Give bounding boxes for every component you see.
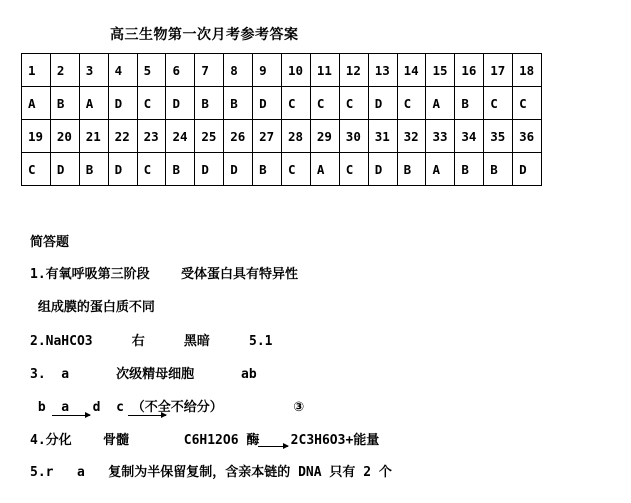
answer-table-cell: 11 (310, 54, 339, 87)
answer-table-cell: A (79, 87, 108, 120)
answer-table-cell: 27 (253, 120, 282, 153)
answer-table-cell: A (426, 153, 455, 186)
answer-table-row (22, 87, 542, 120)
answer-table-cell: 35 (484, 120, 513, 153)
answer-table-cell: 4 (108, 54, 137, 87)
answer-line-1: 1.有氧呼吸第三阶段 受体蛋白具有特异性 (30, 267, 298, 282)
answer-table-cell: 23 (137, 120, 166, 153)
section-heading: 简答题 (30, 235, 70, 250)
answer-table-cell: D (224, 153, 253, 186)
answer-table-cell: C (137, 87, 166, 120)
answer-table-cell: 34 (455, 120, 484, 153)
answer-table-cell: B (79, 153, 108, 186)
answer-table-cell: A (310, 153, 339, 186)
answer-table-cell: D (108, 87, 137, 120)
answer-table-cell: 10 (282, 54, 311, 87)
answer-table-cell: B (397, 153, 426, 186)
answer-table-cell: 29 (310, 120, 339, 153)
answer-line-3: 3. a 次级精母细胞 ab (30, 367, 257, 382)
answer-table-cell: C (339, 153, 368, 186)
answer-table-cell: A (426, 87, 455, 120)
answer-table-cell: 31 (368, 120, 397, 153)
answer-table-cell: 19 (22, 120, 51, 153)
arrow-mark-2 (128, 415, 166, 416)
answer-table-cell: 18 (513, 54, 542, 87)
answer-table-cell: 16 (455, 54, 484, 87)
answer-table-cell: B (455, 87, 484, 120)
answer-table-cell: 3 (79, 54, 108, 87)
answer-table-cell: 5 (137, 54, 166, 87)
reaction-arrow (258, 446, 288, 447)
answer-table-cell: 7 (195, 54, 224, 87)
answer-table-row (22, 153, 542, 186)
answer-table-cell: 32 (397, 120, 426, 153)
answer-table-cell: B (195, 87, 224, 120)
answer-table-cell: D (368, 87, 397, 120)
answer-table-row (22, 120, 542, 153)
answer-table-cell: 26 (224, 120, 253, 153)
arrow-mark-1 (52, 415, 90, 416)
answer-table-cell: 17 (484, 54, 513, 87)
answer-line-5: 5.r a 复制为半保留复制，含亲本链的 DNA 只有 2 个 (30, 465, 392, 480)
page-title: 高三生物第一次月考参考答案 (110, 27, 299, 43)
answer-table-cell: D (513, 153, 542, 186)
answer-table-cell: C (310, 87, 339, 120)
answer-table-cell: 6 (166, 54, 195, 87)
answer-table-cell: 8 (224, 54, 253, 87)
answer-table-cell: B (50, 87, 79, 120)
answer-table-cell: C (22, 153, 51, 186)
answer-table-cell: C (397, 87, 426, 120)
answer-table-cell: 15 (426, 54, 455, 87)
answer-table-cell: 20 (50, 120, 79, 153)
answer-table-cell: A (22, 87, 51, 120)
answer-table-cell: B (484, 153, 513, 186)
answer-table-cell: 30 (339, 120, 368, 153)
answer-table-cell: D (166, 87, 195, 120)
answer-table-cell: D (195, 153, 224, 186)
answer-table-cell: D (368, 153, 397, 186)
answer-table-cell: C (513, 87, 542, 120)
answer-table-cell: C (282, 87, 311, 120)
answer-table-cell: B (166, 153, 195, 186)
answer-line-2: 2.NaHCO3 右 黑暗 5.1 (30, 334, 273, 349)
answer-table-cell: 13 (368, 54, 397, 87)
answer-table-row (22, 54, 542, 87)
answer-table-cell: 36 (513, 120, 542, 153)
answer-table-cell: 25 (195, 120, 224, 153)
answer-table-cell: 12 (339, 54, 368, 87)
answer-table-cell: 22 (108, 120, 137, 153)
answer-table-cell: C (339, 87, 368, 120)
answer-table-cell: 9 (253, 54, 282, 87)
answer-table-cell: D (108, 153, 137, 186)
answer-table-cell: 2 (50, 54, 79, 87)
answer-line-3-cont: b a d c （不全不给分） ③ (30, 400, 305, 415)
answer-line-4: 4.分化 骨髓 C6H12O6 酶 2C3H6O3+能量 (30, 433, 380, 448)
answer-table-cell: C (137, 153, 166, 186)
answer-table-cell: 33 (426, 120, 455, 153)
answer-table-cell: 28 (282, 120, 311, 153)
answer-table-cell: D (50, 153, 79, 186)
answer-table-cell: 1 (22, 54, 51, 87)
answer-table-cell: 14 (397, 54, 426, 87)
answer-line-1-cont: 组成膜的蛋白质不同 (30, 300, 155, 315)
answer-table-cell: B (224, 87, 253, 120)
answer-table-cell: B (253, 153, 282, 186)
answer-table-cell: C (282, 153, 311, 186)
answer-table-cell: B (455, 153, 484, 186)
answer-table-cell: C (484, 87, 513, 120)
answer-table-cell: D (253, 87, 282, 120)
answer-table-cell: 24 (166, 120, 195, 153)
answer-table-cell: 21 (79, 120, 108, 153)
answer-table (21, 53, 542, 186)
